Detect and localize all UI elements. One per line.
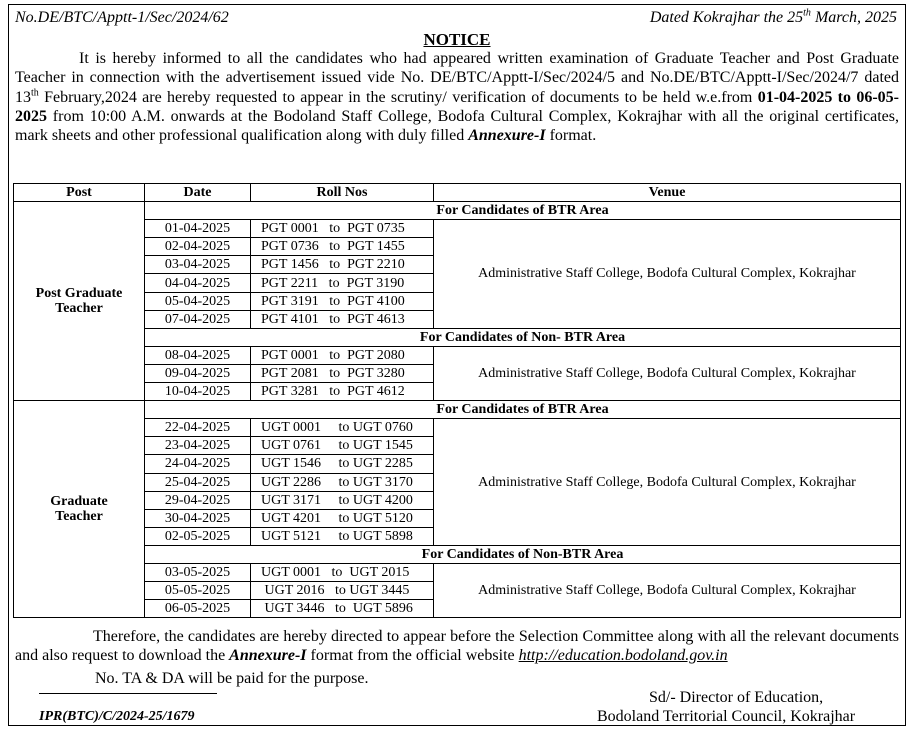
- roll-range-cell: UGT 3171 to UGT 4200: [251, 491, 434, 509]
- intro-date-range: 01-04-2025 to 06-05-2025: [15, 88, 899, 125]
- group-row: [14, 202, 901, 220]
- closing-paragraph: [15, 627, 899, 666]
- roll-range-cell: PGT 0001 to PGT 2080: [251, 346, 434, 364]
- btr-area-label: For Candidates of BTR Area: [145, 202, 901, 220]
- roll-range-cell: UGT 2286 to UGT 3170: [251, 473, 434, 491]
- post-name-line-2: Teacher: [55, 301, 103, 317]
- table-row: [14, 346, 901, 364]
- table-row: [14, 220, 901, 238]
- notice-document: [8, 4, 906, 726]
- table-row: [14, 563, 901, 581]
- venue-cell: Administrative Staff College, Bodofa Cultural Complex, Kokrajhar: [434, 419, 901, 546]
- closing-text-2: format from the official website: [306, 647, 519, 665]
- date-cell: 24-04-2025: [145, 455, 251, 473]
- header-post: Post: [14, 184, 145, 202]
- table-row: [14, 419, 901, 437]
- gt-post-cell: [14, 401, 145, 618]
- group-row: [14, 328, 901, 346]
- reference-number: No.DE/BTC/Apptt-1/Sec/2024/62: [15, 9, 229, 26]
- roll-range-cell: PGT 3191 to PGT 4100: [251, 292, 434, 310]
- ipr-rule: [39, 693, 217, 694]
- date-cell: 05-05-2025: [145, 582, 251, 600]
- dated-suffix: March, 2025: [810, 9, 897, 26]
- header-date: Date: [145, 184, 251, 202]
- roll-range-cell: PGT 3281 to PGT 4612: [251, 383, 434, 401]
- dated-line: [650, 9, 897, 27]
- intro-text-3: from 10:00 A.M. onwards at the Bodoland Staff College, Bodofa Cultural Complex, Kokrajhar with all the original certificates, mark sheets and other professional qualification along with duly filled: [15, 107, 899, 145]
- ipr-number: IPR(BTC)/C/2024-25/1679: [39, 709, 195, 724]
- non-btr-area-label: For Candidates of Non- BTR Area: [145, 328, 901, 346]
- dated-prefix: Dated Kokrajhar the 25: [649, 9, 804, 26]
- dated-superscript: th: [803, 7, 811, 19]
- roll-range-cell: PGT 2081 to PGT 3280: [251, 364, 434, 382]
- group-row: [14, 401, 901, 419]
- date-cell: 03-05-2025: [145, 563, 251, 581]
- venue-cell: Administrative Staff College, Bodofa Cultural Complex, Kokrajhar: [434, 346, 901, 400]
- notice-title: NOTICE: [423, 30, 491, 49]
- roll-range-cell: PGT 0001 to PGT 0735: [251, 220, 434, 238]
- venue-cell: Administrative Staff College, Bodofa Cultural Complex, Kokrajhar: [434, 563, 901, 617]
- header-venue: Venue: [434, 184, 901, 202]
- date-cell: 25-04-2025: [145, 473, 251, 491]
- pgt-post-cell: [14, 202, 145, 401]
- date-cell: 01-04-2025: [145, 220, 251, 238]
- post-name-line-2: Teacher: [55, 509, 103, 525]
- date-cell: 09-04-2025: [145, 364, 251, 382]
- header-roll-nos: Roll Nos: [251, 184, 434, 202]
- date-cell: 05-04-2025: [145, 292, 251, 310]
- post-name-line-1: Graduate: [50, 494, 108, 510]
- date-cell: 03-04-2025: [145, 256, 251, 274]
- roll-range-cell: PGT 4101 to PGT 4613: [251, 310, 434, 328]
- roll-range-cell: UGT 5121 to UGT 5898: [251, 527, 434, 545]
- signature-line-2: Bodoland Territorial Council, Kokrajhar: [597, 708, 856, 725]
- date-cell: 23-04-2025: [145, 437, 251, 455]
- btr-area-label: For Candidates of BTR Area: [145, 401, 901, 419]
- date-cell: 10-04-2025: [145, 383, 251, 401]
- intro-annexure: Annexure-I: [468, 127, 546, 145]
- date-cell: 22-04-2025: [145, 419, 251, 437]
- roll-range-cell: UGT 1546 to UGT 2285: [251, 455, 434, 473]
- no-ta-da-note: No. TA & DA will be paid for the purpose.: [95, 670, 369, 687]
- roll-range-cell: PGT 1456 to PGT 2210: [251, 256, 434, 274]
- date-cell: 02-05-2025: [145, 527, 251, 545]
- website-link[interactable]: http://education.bodoland.gov.in: [518, 647, 728, 665]
- non-btr-area-label: For Candidates of Non-BTR Area: [145, 545, 901, 563]
- date-cell: 06-05-2025: [145, 600, 251, 618]
- schedule-table: [13, 183, 901, 618]
- intro-text-1: It is hereby informed to all the candidates who had appeared written examination of Graduate Teacher and Post Graduate Teacher in connection with the advertisement issued vide No. DE/BTC/Apptt-I/Sec/2024/5 and No.DE/BTC/Apptt-I/Sec/2024/7 dated 13: [15, 50, 899, 106]
- roll-range-cell: UGT 0001 to UGT 2015: [251, 563, 434, 581]
- intro-text-4: format.: [545, 127, 597, 145]
- table-header-row: [14, 184, 901, 202]
- date-cell: 30-04-2025: [145, 509, 251, 527]
- intro-text-2: February,2024 are hereby requested to appear in the scrutiny/ verification of documents to be held w.e.from: [38, 88, 758, 106]
- post-name-line-1: Post Graduate: [35, 286, 123, 302]
- group-row: [14, 545, 901, 563]
- date-cell: 07-04-2025: [145, 310, 251, 328]
- roll-range-cell: UGT 4201 to UGT 5120: [251, 509, 434, 527]
- roll-range-cell: UGT 0761 to UGT 1545: [251, 437, 434, 455]
- signature-line-1: Sd/- Director of Education,: [649, 689, 824, 706]
- date-cell: 04-04-2025: [145, 274, 251, 292]
- intro-paragraph: [15, 49, 899, 145]
- roll-range-cell: PGT 0736 to PGT 1455: [251, 238, 434, 256]
- closing-annexure: Annexure-I: [229, 647, 307, 665]
- closing-text-1: Therefore, the candidates are hereby directed to appear before the Selection Committee along with all the relevant documents and also request to download the: [15, 628, 899, 665]
- roll-range-cell: UGT 2016 to UGT 3445: [251, 582, 434, 600]
- roll-range-cell: UGT 3446 to UGT 5896: [251, 600, 434, 618]
- venue-cell: Administrative Staff College, Bodofa Cultural Complex, Kokrajhar: [434, 220, 901, 329]
- date-cell: 29-04-2025: [145, 491, 251, 509]
- roll-range-cell: PGT 2211 to PGT 3190: [251, 274, 434, 292]
- date-cell: 02-04-2025: [145, 238, 251, 256]
- intro-superscript: th: [31, 87, 39, 99]
- date-cell: 08-04-2025: [145, 346, 251, 364]
- roll-range-cell: UGT 0001 to UGT 0760: [251, 419, 434, 437]
